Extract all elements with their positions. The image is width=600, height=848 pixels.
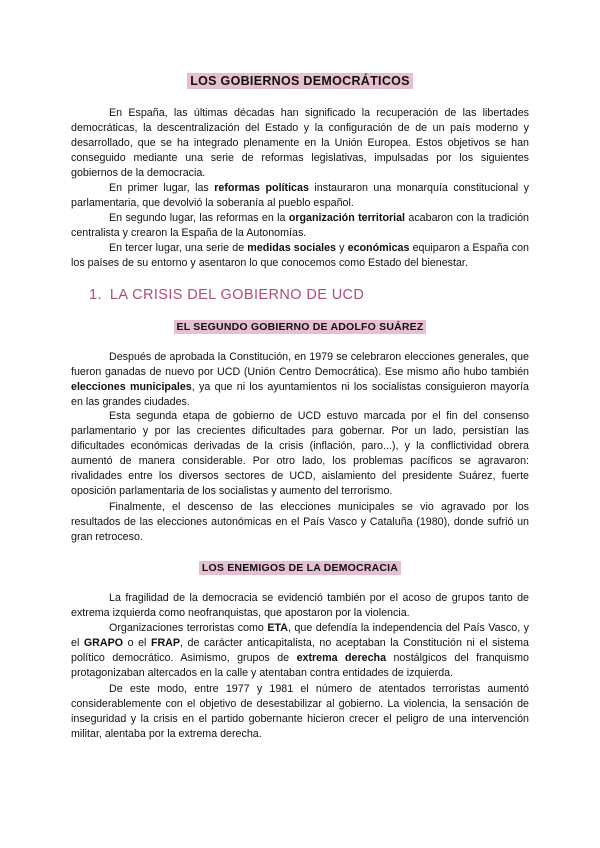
text-run: , que defendía la independencia del País Vasco, y el xyxy=(71,622,529,650)
document-title: LOS GOBIERNOS DEMOCRÁTICOS xyxy=(187,73,413,89)
subsection-heading xyxy=(71,321,529,333)
intro-paragraph xyxy=(71,241,529,271)
bold-text: reformas políticas xyxy=(214,182,309,194)
bold-text: ETA xyxy=(267,622,288,634)
text-run: Después de aprobada la Constitución, en 1979 se celebraron elecciones generales, que fueron ganadas de nuevo por UCD (Unión Centro Democrática). Ese mismo año hubo también xyxy=(71,351,529,379)
text-run: acabaron con la tradición centralista y crearon la España de la Autonomías. xyxy=(71,212,530,240)
body-paragraph xyxy=(71,409,529,500)
section-title: LA CRISIS DEL GOBIERNO DE UCD xyxy=(109,287,365,303)
body-paragraph xyxy=(71,350,529,410)
text-run: o el xyxy=(123,637,151,650)
bold-text: elecciones municipales xyxy=(71,381,192,394)
text-run: En primer lugar, las xyxy=(109,182,215,194)
body-paragraph xyxy=(71,682,529,742)
text-run: Finalmente, el descenso de las elecciones municipales se vio agravado por los resultados de las elecciones autonómicas en el País Vasco y Cataluña (1980), donde sufrió un gran retroceso. xyxy=(71,501,529,544)
subsection-heading xyxy=(71,562,529,574)
text-run: De este modo, entre 1977 y 1981 el número de atentados terroristas aumentó considerablemente con el objetivo de desestabilizar al gobierno. La violencia, la sensación de inseguridad y la crisis en el partido gobernante hicieron crecer el peligro de una intervención militar, alentaba por la extrema derecha. xyxy=(71,683,529,741)
text-run: Esta segunda etapa de gobierno de UCD estuvo marcada por el fin del consenso parlamentario y por las crecientes dificultades para gobernar. Por un lado, persistían las dificultades económicas derivadas de la crisis (inflación, paro...), y la conflictividad obrera aumentó de manera considerable. Por otro lado, los problemas pacíficos se agravaron: rivalidades entre los diversos sectores de UCD, aislamiento del presidente Suárez, fuerte oposición parlamentaria de los socialistas y aumento del terrorismo. xyxy=(71,410,529,498)
text-run: Organizaciones terroristas como xyxy=(109,622,268,634)
intro-paragraph xyxy=(71,181,529,211)
bold-text: económicas xyxy=(347,242,410,254)
bold-text: extrema derecha xyxy=(296,652,387,665)
section-number: 1. xyxy=(89,287,102,303)
text-run: La fragilidad de la democracia se evidenció también por el acoso de grupos tanto de extrema izquierda como neofranquistas, que apostaron por la violencia. xyxy=(71,592,529,620)
text-run: , de carácter anticapitalista, no aceptaban la Constitución ni el sistema político democrático. Asimismo, grupos de xyxy=(71,637,529,665)
text-run: y xyxy=(336,242,348,254)
body-paragraph xyxy=(71,591,529,621)
body-paragraph xyxy=(71,500,529,545)
text-run: instauraron una monarquía constitucional y parlamentaria, que devolvió la soberanía al pueblo español. xyxy=(71,182,529,210)
subsection-title: LOS ENEMIGOS DE LA DEMOCRACIA xyxy=(199,561,401,575)
subsection-title: EL SEGUNDO GOBIERNO DE ADOLFO SUÁREZ xyxy=(174,320,427,334)
section-heading xyxy=(89,287,364,303)
bold-text: GRAPO xyxy=(83,637,124,650)
text-run: , ya que ni los ayuntamientos ni los socialistas consiguieron mayoría en las grandes ciudades. xyxy=(71,381,529,409)
bold-text: medidas sociales xyxy=(247,242,336,254)
bold-text: organización territorial xyxy=(288,212,406,224)
text-run: En España, las últimas décadas han significado la recuperación de las libertades democráticas, la descentralización del Estado y la configuración de de un país moderno y desarrollado, que se ha integrado plenamente en la Unión Europea. Estos objetivos se han conseguido mediante una serie de reformas legislativas, impulsadas por los siguientes gobiernos de la democracia. xyxy=(71,107,529,180)
text-run: equiparon a España con los países de su entorno y asentaron lo que conocemos como Estado del bienestar. xyxy=(71,242,529,270)
text-run: En tercer lugar, una serie de xyxy=(109,242,248,254)
bold-text: FRAP xyxy=(150,637,181,650)
intro-paragraph xyxy=(71,211,529,241)
body-paragraph xyxy=(71,621,529,681)
document-title-wrap xyxy=(71,72,529,90)
text-run: En segundo lugar, las reformas en la xyxy=(109,212,289,224)
intro-paragraph xyxy=(71,106,529,181)
text-run: nostálgicos del franquismo protagonizaban altercados en la calle y atentaban contra entidades de izquierda. xyxy=(71,652,529,680)
